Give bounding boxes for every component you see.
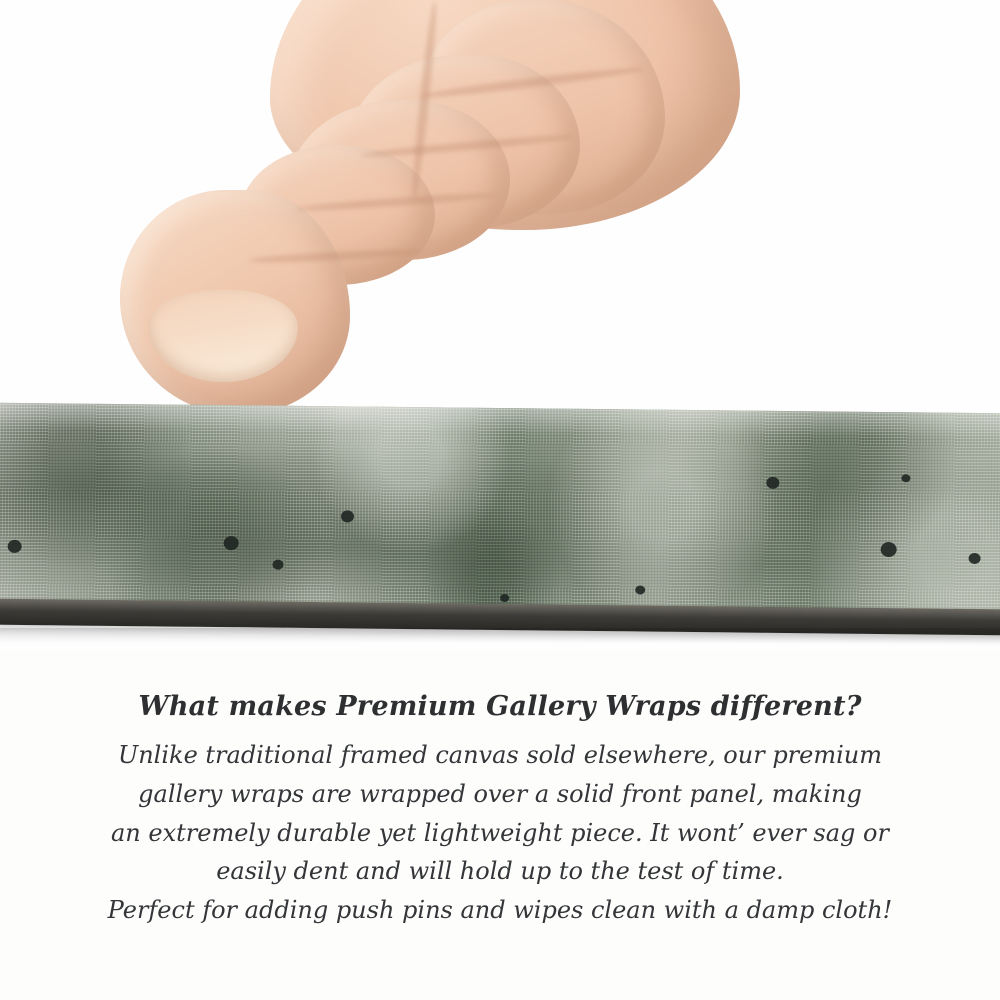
canvas-speck	[341, 510, 354, 522]
caption-line: easily dent and will hold up to the test of time.	[216, 857, 784, 886]
canvas-speck	[969, 553, 981, 564]
canvas-speck	[272, 560, 283, 570]
caption-line: Unlike traditional framed canvas sold elsewhere, our premium	[117, 740, 882, 769]
caption-line: Perfect for adding push pins and wipes clean with a damp cloth!	[107, 896, 893, 925]
canvas-wrap-edge	[0, 403, 1000, 629]
canvas-speck	[224, 536, 239, 550]
caption-line: an extremely durable yet lightweight piece. It wont’ ever sag or	[111, 818, 889, 847]
canvas-speck	[8, 540, 22, 553]
canvas-speck	[500, 594, 509, 602]
canvas-speck	[635, 585, 645, 594]
caption-block	[0, 690, 1000, 930]
canvas-speck	[881, 542, 897, 557]
caption-line: gallery wraps are wrapped over a solid front panel, making	[138, 779, 862, 808]
canvas-drop-shadow	[0, 628, 1000, 644]
hand-illustration	[120, 0, 740, 430]
canvas-speck	[766, 477, 779, 489]
canvas-speck	[901, 474, 910, 482]
caption-headline: What makes Premium Gallery Wraps different?	[138, 691, 862, 722]
